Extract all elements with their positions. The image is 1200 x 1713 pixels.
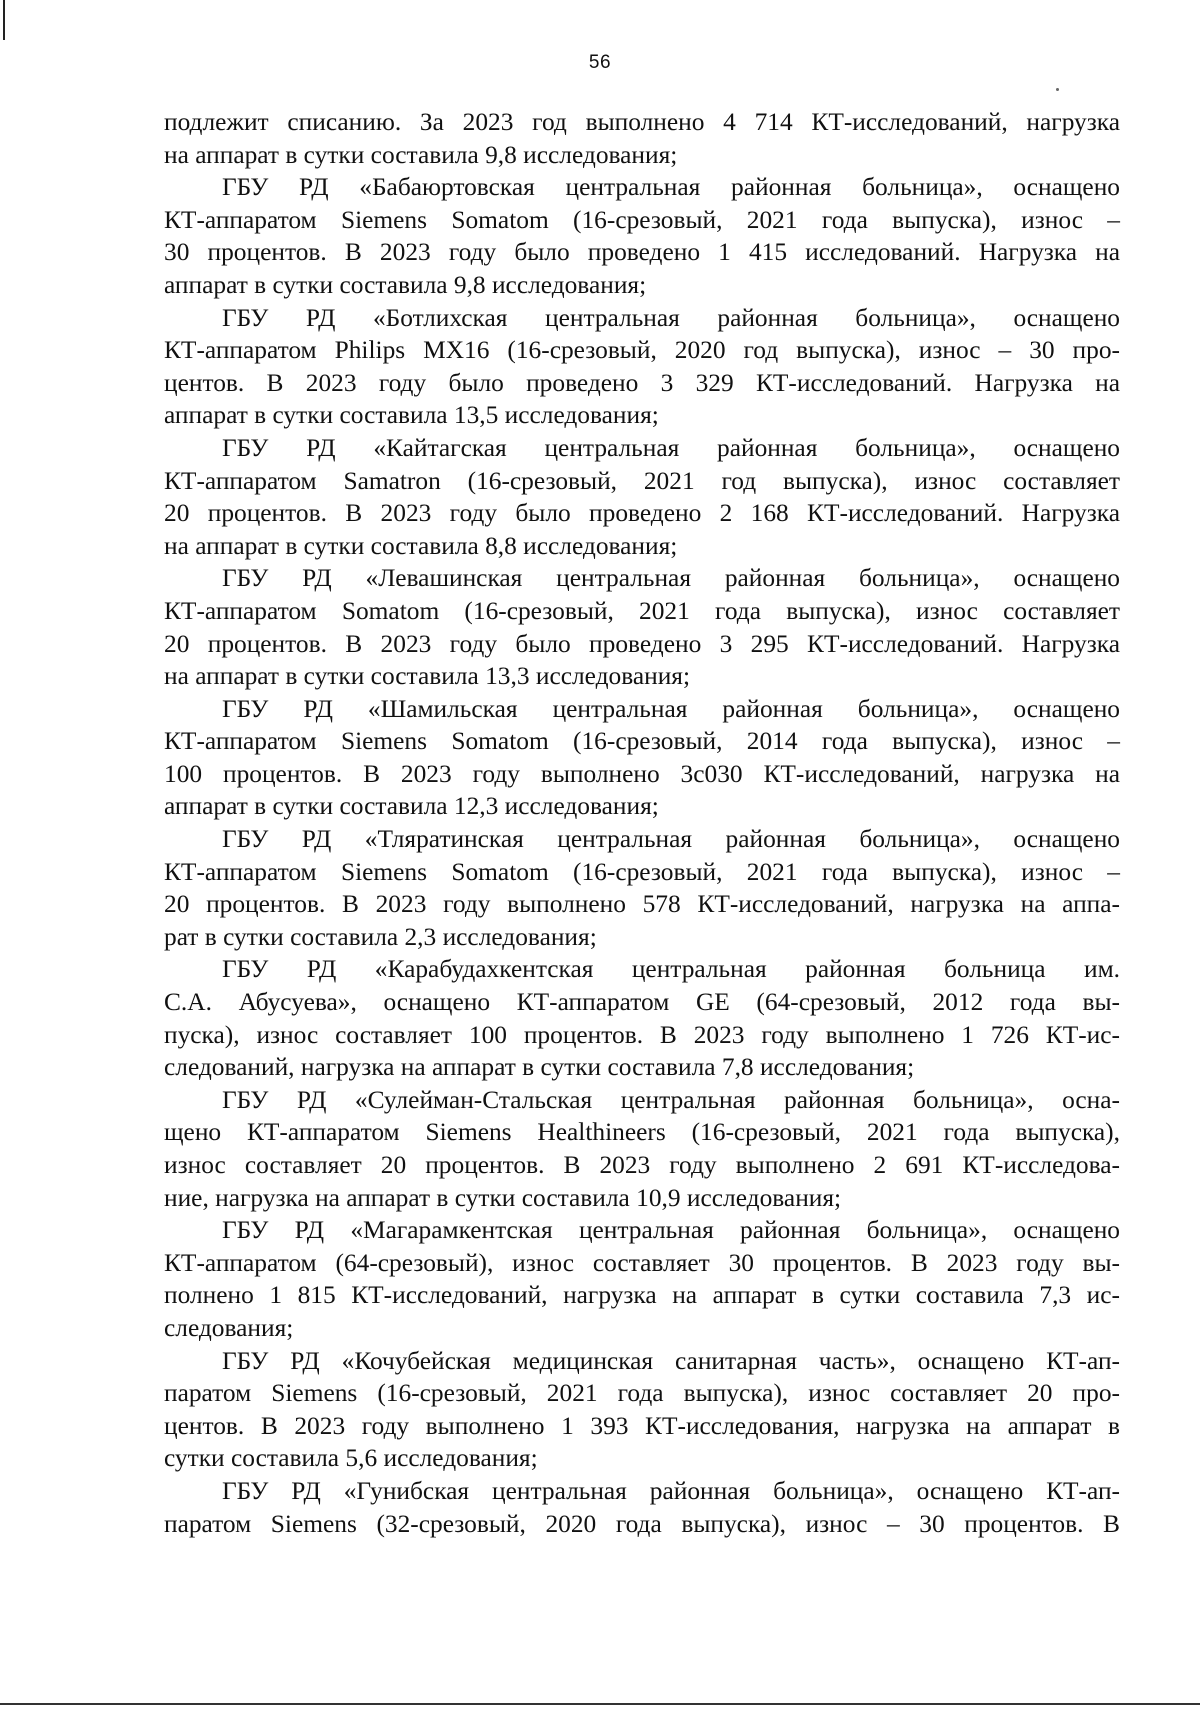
text-line: износ составляет 20 процентов. В 2023 году выполнено 2 691 КТ-исследова-: [164, 1151, 1120, 1179]
text-line: паратом Siemens (16-срезовый, 2021 года выпуска), износ составляет 20 про-: [164, 1379, 1120, 1408]
text-line: 30 процентов. В 2023 году было проведено 1 415 исследований. Нагрузка на: [164, 238, 1120, 267]
scan-edge-mark: [3, 0, 5, 40]
text-line: центов. В 2023 году было проведено 3 329 КТ-исследований. Нагрузка на: [164, 368, 1120, 397]
paragraph-first-line: ГБУ РД «Бабаюртовская центральная районная больница», оснащено: [222, 173, 1120, 202]
paragraph-first-line: ГБУ РД «Левашинская центральная районная больница», оснащено: [222, 564, 1120, 593]
text-line: аппарат в сутки составила 12,3 исследования;: [164, 792, 659, 821]
text-line: рат в сутки составила 2,3 исследования;: [164, 922, 597, 951]
text-line: подлежит списанию. За 2023 год выполнено 4 714 КТ-исследований, нагрузка: [164, 108, 1120, 136]
text-line: КТ-аппаратом Siemens Somatom (16-срезовый, 2021 года выпуска), износ –: [164, 857, 1120, 886]
text-line: аппарат в сутки составила 9,8 исследования;: [164, 270, 647, 299]
text-line: сутки составила 5,6 исследования;: [164, 1444, 538, 1473]
text-line: КТ-аппаратом Somatom (16-срезовый, 2021 года выпуска), износ составляет: [164, 596, 1120, 625]
text-line: на аппарат в сутки составила 13,3 исследования;: [164, 662, 691, 691]
paragraph-first-line: ГБУ РД «Шамильская центральная районная больница», оснащено: [222, 694, 1120, 723]
text-line: центов. В 2023 году выполнено 1 393 КТ-исследования, нагрузка на аппарат в: [164, 1411, 1120, 1440]
scan-speck: [1056, 88, 1059, 91]
paragraph-first-line: ГБУ РД «Ботлихская центральная районная больница», оснащено: [222, 303, 1120, 332]
body-text: [164, 106, 1120, 1540]
text-line: 20 процентов. В 2023 году было проведено 3 295 КТ-исследований. Нагрузка: [164, 629, 1120, 658]
paragraph-first-line: ГБУ РД «Магарамкентская центральная районная больница», оснащено: [222, 1216, 1120, 1245]
text-line: полнено 1 815 КТ-исследований, нагрузка на аппарат в сутки составила 7,3 ис-: [164, 1281, 1120, 1310]
text-line: следования;: [164, 1313, 294, 1342]
paragraph-first-line: ГБУ РД «Кайтагская центральная районная больница», оснащено: [222, 433, 1120, 462]
paragraph-first-line: ГБУ РД «Кочубейская медицинская санитарная часть», оснащено КТ-ап-: [222, 1346, 1120, 1375]
text-line: 100 процентов. В 2023 году выполнено 3с030 КТ-исследований, нагрузка на: [164, 759, 1120, 788]
page-number: 56: [588, 52, 612, 73]
text-line: на аппарат в сутки составила 8,8 исследования;: [164, 531, 678, 560]
text-line: щено КТ-аппаратом Siemens Healthineers (16-срезовый, 2021 года выпуска),: [164, 1118, 1120, 1147]
scan-edge-line: [0, 1703, 1200, 1705]
text-line: 20 процентов. В 2023 году выполнено 578 КТ-исследований, нагрузка на аппа-: [164, 890, 1120, 919]
text-line: КТ-аппаратом Siemens Somatom (16-срезовый, 2021 года выпуска), износ –: [164, 205, 1120, 234]
text-line: КТ-аппаратом Samatron (16-срезовый, 2021 год выпуска), износ составляет: [164, 466, 1120, 495]
text-line: ние, нагрузка на аппарат в сутки составила 10,9 исследования;: [164, 1183, 842, 1212]
text-line: С.А. Абусуева», оснащено КТ-аппаратом GE (64-срезовый, 2012 года вы-: [164, 988, 1120, 1017]
text-line: КТ-аппаратом Siemens Somatom (16-срезовый, 2014 года выпуска), износ –: [164, 727, 1120, 756]
text-line: КТ-аппаратом Philips MX16 (16-срезовый, 2020 год выпуска), износ – 30 про-: [164, 336, 1120, 365]
paragraph-first-line: ГБУ РД «Сулейман-Стальская центральная районная больница», осна-: [222, 1085, 1120, 1114]
text-line: 20 процентов. В 2023 году было проведено 2 168 КТ-исследований. Нагрузка: [164, 499, 1120, 528]
text-line: паратом Siemens (32-срезовый, 2020 года выпуска), износ – 30 процентов. В: [164, 1509, 1120, 1538]
text-line: пуска), износ составляет 100 процентов. В 2023 году выполнено 1 726 КТ-ис-: [164, 1020, 1120, 1049]
text-line: КТ-аппаратом (64-срезовый), износ составляет 30 процентов. В 2023 году вы-: [164, 1248, 1120, 1277]
text-line: на аппарат в сутки составила 9,8 исследования;: [164, 140, 678, 169]
text-line: следований, нагрузка на аппарат в сутки составила 7,8 исследования;: [164, 1053, 915, 1082]
paragraph-first-line: ГБУ РД «Тляратинская центральная районная больница», оснащено: [222, 825, 1120, 854]
paragraph-first-line: ГБУ РД «Гунибская центральная районная больница», оснащено КТ-ап-: [222, 1476, 1120, 1505]
paragraph-first-line: ГБУ РД «Карабудахкентская центральная районная больница им.: [222, 955, 1120, 984]
text-line: аппарат в сутки составила 13,5 исследования;: [164, 401, 659, 430]
